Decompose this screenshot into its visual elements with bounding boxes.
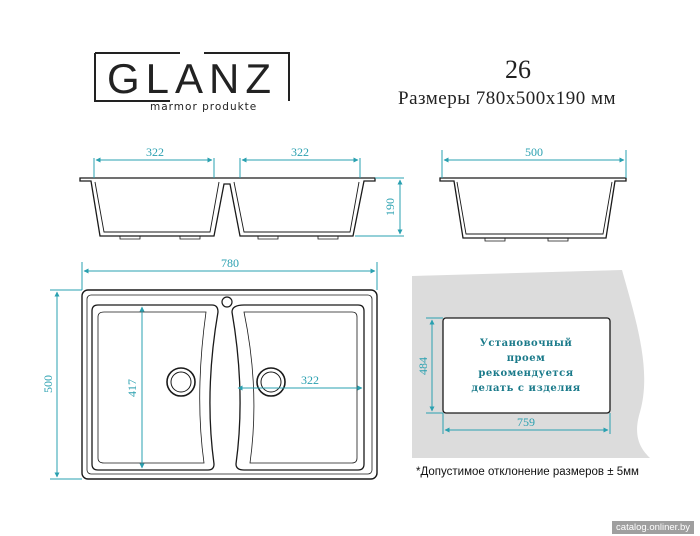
overall-depth-label: 500 (41, 375, 55, 393)
tolerance-note: *Допустимое отклонение размеров ± 5мм (416, 466, 639, 478)
profile-depth-label: 190 (383, 198, 397, 216)
brand-logo: GLANZ (106, 55, 278, 102)
side-profile (440, 178, 626, 241)
front-left-width-label: 322 (146, 145, 164, 159)
bowl-depth-label: 417 (125, 379, 139, 397)
front-profile (80, 178, 375, 239)
cutout-outline (443, 318, 610, 413)
overall-width-label: 780 (221, 256, 239, 270)
cutout-note-line: Установочный (479, 338, 573, 349)
dimensions-title: Размеры 780х500х190 мм (398, 88, 617, 109)
model-number: 26 (505, 55, 531, 84)
top-dimensions (50, 262, 377, 479)
cutout-height-label: 484 (416, 357, 430, 375)
bowl-width-label: 322 (301, 373, 319, 387)
cutout-note-line: делать с изделия (471, 383, 581, 394)
cutout-width-label: 759 (517, 415, 535, 429)
front-right-width-label: 322 (291, 145, 309, 159)
cutout-note-line: проем (506, 353, 546, 364)
cutout-note-line: рекомендуется (478, 368, 574, 379)
front-dimensions (94, 158, 404, 236)
watermark: catalog.onliner.by (612, 521, 694, 534)
side-width-label: 500 (525, 145, 543, 159)
brand-tagline: marmor produkte (150, 101, 258, 113)
